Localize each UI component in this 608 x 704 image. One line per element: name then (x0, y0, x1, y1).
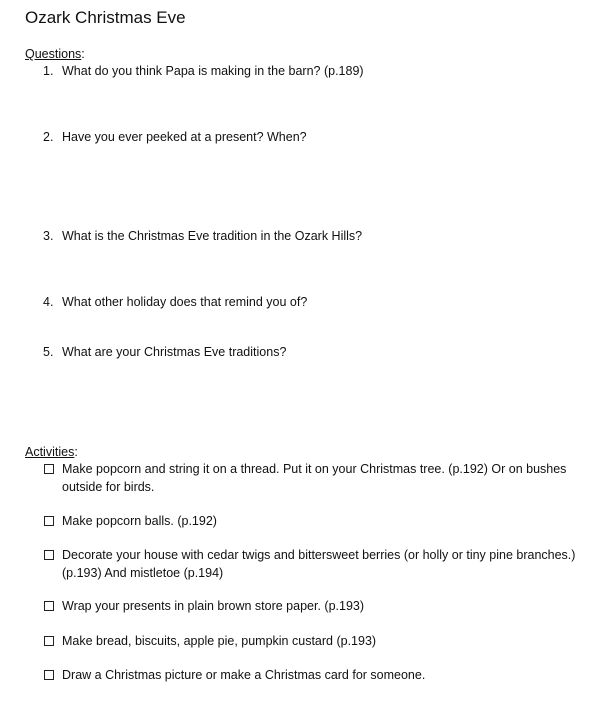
question-item-1 (43, 64, 364, 78)
question-number: 1. (43, 64, 54, 78)
activity-text: Wrap your presents in plain brown store paper. (p.193) (62, 599, 365, 613)
questions-heading (25, 47, 85, 61)
activity-item-3 (44, 547, 584, 582)
activity-checkbox[interactable] (44, 601, 54, 611)
activity-checkbox[interactable] (44, 550, 54, 560)
activity-checkbox[interactable] (44, 464, 54, 474)
question-text: What do you think Papa is making in the barn? (p.189) (62, 64, 364, 78)
activity-checkbox[interactable] (44, 670, 54, 680)
question-item-4 (43, 295, 307, 309)
question-text: What other holiday does that remind you of? (62, 295, 308, 309)
activity-checkbox[interactable] (44, 636, 54, 646)
question-number: 5. (43, 345, 54, 359)
question-number: 4. (43, 295, 54, 309)
question-text: What are your Christmas Eve traditions? (62, 345, 287, 359)
activity-text: Draw a Christmas picture or make a Christmas card for someone. (62, 668, 426, 682)
activity-checkbox[interactable] (44, 516, 54, 526)
questions-heading-colon: : (81, 47, 85, 61)
activity-item-4 (44, 598, 584, 616)
activity-text: Decorate your house with cedar twigs and bittersweet berries (or holly or tiny pine branches.) (p.193) And mistletoe (p.194) (62, 548, 576, 580)
activity-text: Make popcorn and string it on a thread. Put it on your Christmas tree. (p.192) Or on bushes outside for birds. (62, 462, 567, 494)
activities-heading-label: Activities (25, 445, 75, 459)
document-title: Ozark Christmas Eve (25, 8, 186, 27)
activity-item-6 (44, 667, 584, 685)
activity-text: Make popcorn balls. (p.192) (62, 514, 217, 528)
question-text: Have you ever peeked at a present? When? (62, 130, 307, 144)
question-number: 3. (43, 229, 54, 243)
question-number: 2. (43, 130, 54, 144)
activity-item-2 (44, 513, 584, 531)
question-text: What is the Christmas Eve tradition in the Ozark Hills? (62, 229, 363, 243)
activity-text: Make bread, biscuits, apple pie, pumpkin custard (p.193) (62, 634, 377, 648)
question-item-3 (43, 229, 362, 243)
questions-heading-label: Questions (25, 47, 82, 61)
activity-item-5 (44, 633, 584, 651)
question-item-5 (43, 345, 286, 359)
activity-item-1 (44, 461, 584, 496)
question-item-2 (43, 130, 307, 144)
activities-heading (25, 445, 78, 459)
activities-heading-colon: : (74, 445, 78, 459)
